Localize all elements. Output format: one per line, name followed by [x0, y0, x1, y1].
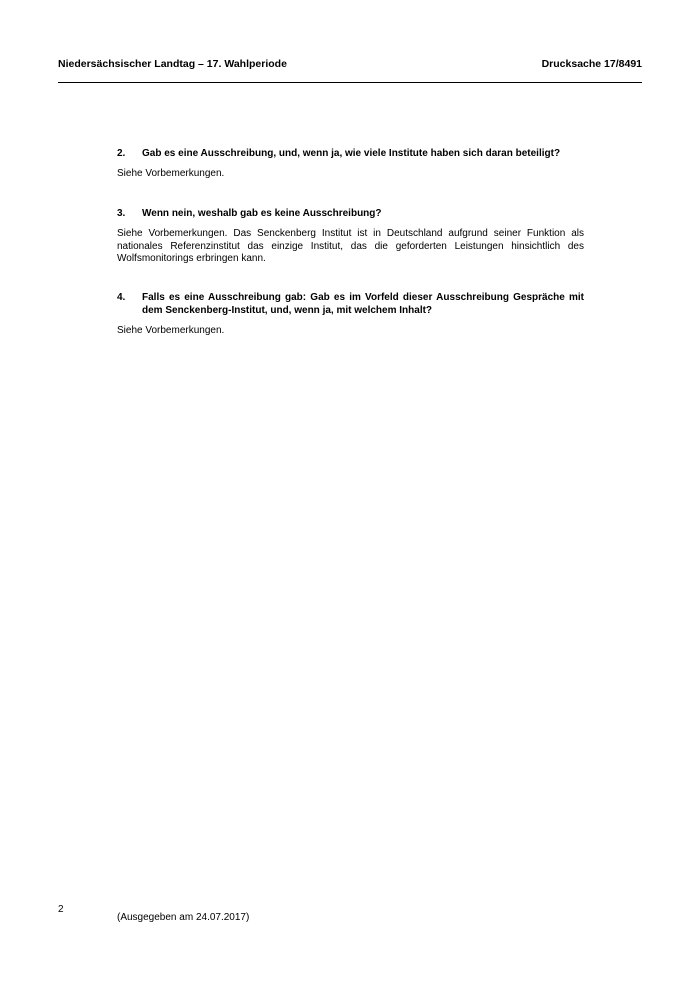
answer-text: Siehe Vorbemerkungen.	[117, 168, 225, 180]
qa-item-4	[117, 292, 584, 337]
question-number: 2.	[117, 148, 126, 159]
question	[117, 292, 584, 317]
header-divider	[58, 82, 642, 83]
document-number: Drucksache 17/8491	[541, 58, 642, 70]
header-title: Niedersächsischer Landtag – 17. Wahlperiode	[58, 58, 287, 70]
question-number: 3.	[117, 207, 126, 219]
document-body	[117, 148, 584, 338]
question-text: Falls es eine Ausschreibung gab: Gab es im Vorfeld dieser Ausschreibung Gespräche mit dem Senckenberg-Institut, und, wenn ja, mit welchem Inhalt?	[142, 292, 584, 316]
qa-item-2	[117, 148, 584, 181]
answer-text: Siehe Vorbemerkungen. Das Senckenberg Institut ist in Deutschland aufgrund seiner Funktion als nationales Referenzinstitut das einzige Institut, das die geforderten Leistungen hinsichtlich des Wolfsmonitorings erbringen kann.	[117, 228, 584, 265]
issued-date: (Ausgegeben am 24.07.2017)	[117, 912, 250, 923]
answer-text: Siehe Vorbemerkungen.	[117, 325, 225, 337]
qa-item-3	[117, 208, 584, 266]
question	[117, 208, 584, 220]
question-text: Wenn nein, weshalb gab es keine Ausschreibung?	[142, 207, 382, 219]
page-number: 2	[58, 904, 64, 915]
question	[117, 148, 584, 160]
question-text: Gab es eine Ausschreibung, und, wenn ja, wie viele Institute haben sich daran beteiligt?	[142, 148, 561, 159]
question-number: 4.	[117, 292, 126, 304]
